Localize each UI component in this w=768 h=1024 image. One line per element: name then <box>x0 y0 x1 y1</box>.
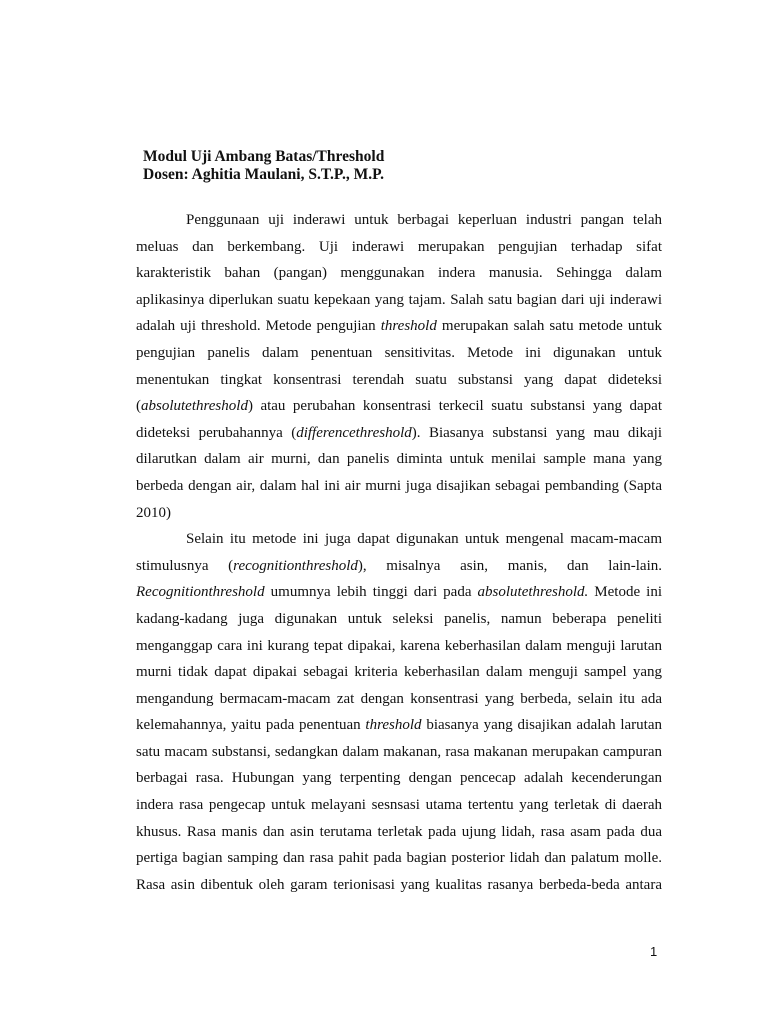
text-segment: 2010) <box>136 504 171 521</box>
text-line <box>136 234 662 261</box>
italic-term: absolutethreshold. <box>477 584 589 601</box>
text-segment: ( <box>136 398 141 415</box>
text-segment: karakteristik bahan (pangan) menggunakan indera manusia. Sehingga dalam <box>136 265 662 282</box>
text-line <box>136 739 662 766</box>
text-line <box>136 606 662 633</box>
text-line <box>136 872 662 899</box>
text-segment: khusus. Rasa manis dan asin terutama terletak pada ujung lidah, rasa asam pada dua <box>136 823 662 840</box>
text-line <box>136 526 662 553</box>
text-line <box>136 712 662 739</box>
italic-term: threshold <box>365 717 422 734</box>
text-line <box>136 792 662 819</box>
text-line <box>136 845 662 872</box>
text-segment: biasanya yang disajikan adalah larutan <box>421 717 662 734</box>
text-segment: Rasa asin dibentuk oleh garam terionisasi yang kualitas rasanya berbeda-beda antara <box>136 876 662 893</box>
text-segment: Selain itu metode ini juga dapat digunakan untuk mengenal macam-macam <box>186 531 662 548</box>
text-line <box>136 420 662 447</box>
text-segment: ) atau perubahan konsentrasi terkecil suatu substansi yang dapat <box>247 398 662 415</box>
text-segment: dideteksi perubahannya ( <box>136 424 297 441</box>
text-line <box>136 765 662 792</box>
text-segment: stimulusnya ( <box>136 557 234 574</box>
paragraph-2 <box>136 526 662 898</box>
text-line <box>136 553 662 580</box>
text-line <box>136 633 662 660</box>
italic-term: Recognitionthreshold <box>136 584 265 601</box>
text-line <box>136 659 662 686</box>
text-line <box>136 446 662 473</box>
text-line <box>136 393 662 420</box>
text-line <box>136 287 662 314</box>
paragraph-1 <box>136 207 662 526</box>
text-line <box>136 340 662 367</box>
text-line <box>136 207 662 234</box>
text-segment: dilarutkan dalam air murni, dan panelis diminta untuk menilai sample mana yang <box>136 451 662 468</box>
module-title: Modul Uji Ambang Batas/Threshold <box>143 148 385 165</box>
text-line <box>136 579 662 606</box>
text-segment: indera rasa pengecap untuk melayani sesnsasi utama tertentu yang terletak di daerah <box>136 797 662 814</box>
text-segment: berbeda dengan air, dalam hal ini air murni juga disajikan sebagai pembanding (Sapta <box>136 477 662 494</box>
text-segment: meluas dan berkembang. Uji inderawi merupakan pengujian terhadap sifat <box>136 238 662 255</box>
text-segment: ), misalnya asin, manis, dan lain-lain. <box>357 557 663 574</box>
text-segment: kadang-kadang juga digunakan untuk seleksi panelis, namun beberapa peneliti <box>136 610 662 627</box>
lecturer-line: Dosen: Aghitia Maulani, S.T.P., M.P. <box>143 166 385 183</box>
text-segment: umumnya lebih tinggi dari pada <box>264 584 478 601</box>
text-segment: pengujian panelis dalam penentuan sensitivitas. Metode ini digunakan untuk <box>136 344 662 361</box>
text-segment: menganggap cara ini kurang tepat dipakai, karena keberhasilan dalam menguji larutan <box>136 637 662 654</box>
italic-term: differencethreshold <box>296 424 412 441</box>
text-segment: merupakan salah satu metode untuk <box>436 318 662 335</box>
text-segment: pertiga bagian samping dan rasa pahit pada bagian posterior lidah dan palatum molle. <box>136 850 662 867</box>
italic-term: recognitionthreshold <box>233 557 358 574</box>
text-segment: Metode ini <box>588 584 663 601</box>
text-segment: berbagai rasa. Hubungan yang terpenting dengan pencecap adalah kecenderungan <box>136 770 662 787</box>
text-segment: adalah uji threshold. Metode pengujian <box>136 318 381 335</box>
text-segment: satu macam substansi, sedangkan dalam makanan, rasa makanan merupakan campuran <box>136 743 662 760</box>
document-body <box>136 207 662 898</box>
text-line <box>136 367 662 394</box>
text-line <box>136 473 662 500</box>
text-line <box>136 686 662 713</box>
text-segment: murni tidak dapat dipakai sebagai kriteria keberhasilan dalam menguji sampel yang <box>136 664 662 681</box>
italic-term: threshold <box>380 318 437 335</box>
page-number: 1 <box>650 944 658 959</box>
text-segment: menentukan tingkat konsentrasi terendah suatu substansi yang dapat dideteksi <box>136 371 662 388</box>
text-line <box>136 500 662 527</box>
text-line <box>136 313 662 340</box>
text-segment: kelemahannya, yaitu pada penentuan <box>136 717 366 734</box>
text-segment: ). Biasanya substansi yang mau dikaji <box>411 424 662 441</box>
text-line <box>136 819 662 846</box>
italic-term: absolutethreshold <box>141 398 248 415</box>
text-segment: Penggunaan uji inderawi untuk berbagai keperluan industri pangan telah <box>186 212 662 228</box>
text-segment: aplikasinya diperlukan suatu kepekaan yang tajam. Salah satu bagian dari uji inderawi <box>136 291 662 308</box>
text-line <box>136 260 662 287</box>
document-header <box>143 148 663 184</box>
text-segment: mengandung bermacam-macam zat dengan konsentrasi yang berbeda, selain itu ada <box>136 690 662 707</box>
